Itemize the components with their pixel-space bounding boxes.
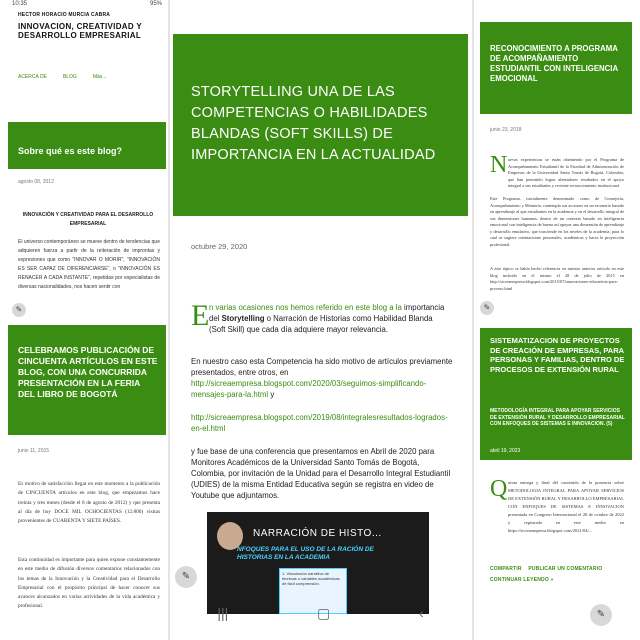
paragraph-text: y <box>270 390 275 399</box>
video-subtitle: NFOQUES PARA EL USO DE LA RACIÓN DE HISTORIAS EN LA ACADEMIA <box>237 546 374 561</box>
nav-blog[interactable]: BLOG <box>62 74 77 80</box>
share-link <box>490 566 602 572</box>
post-subtitle: METODOLOGÍA INTEGRAL PARA APOYAR SERVICIOS DE EXTENSIÓN RURAL Y DESARROLLO EMPRESARIAL CON ENFOQUES DE SISTEMAS E INNOVACION. (5) <box>490 408 625 427</box>
home-icon[interactable]: ▢ <box>317 604 331 621</box>
post-date: agosto 08, 2012 <box>18 179 54 185</box>
intro-accent: n varias ocasiones nos hemos referido en este blog a la <box>209 303 402 312</box>
post-date: octubre 29, 2020 <box>191 242 248 251</box>
post-title-box <box>173 34 468 216</box>
post-title-box[interactable] <box>8 122 166 169</box>
blog-author: HECTOR HORACIO MURCIA CABRA <box>18 12 111 18</box>
edit-fab[interactable] <box>480 301 494 315</box>
android-nav-bar <box>173 598 468 628</box>
status-bar <box>8 0 166 12</box>
post-excerpt: Este Programa, inicialmente denominado como de Consejería, Acompañamiento y Mentoría, contempla sus acciones en un escenario basado en aprendizaje al que estudiantes en la academia y en el desarrollo integral de sus dimensiones humanas, dentro de un contexto basado en inteligencia emocional con inteligencia de buena así apoyar una dimensión de aprendizaje y desarrollo emulativo, que trasciende en los niveles de la academia, para lo cual se sugiere orientaciones personales, académicas y hacia la proyección profesional. <box>490 196 624 247</box>
pencil-icon: ✎ <box>483 303 491 312</box>
post-excerpt: Es motivo de satisfacción llegar en este momento a la publicación de CINCUENTA artículos en este blog, que empezamos hace treinta y tres meses (desde el 8 de agosto de 2012) y que presenta al día de hoy DOCE MIL OCHOCIENTAS (12.800) visitas provenientes de CUARENTA Y SIETE PAÍSES. <box>18 481 160 525</box>
continue-reading-link[interactable]: CONTINUAR LEYENDO » <box>490 577 554 583</box>
drop-cap: E <box>191 299 210 332</box>
post-title[interactable]: RECONOCIMIENTO A PROGRAMA DE ACOMPAÑAMIENTO ESTUDIANTIL CON INTELIGENCIA EMOCIONAL <box>490 44 618 83</box>
drop-cap: Q <box>490 476 508 502</box>
post-excerpt: uevas experiencias se están obteniendo por el Programa de Acompañamiento Estudiantil de la Facultad de Administración de Empresas de la Universidad Santo Tomás de Bogotá, Colombia, que han permitido lograr alentadores resultados en el apoyo integral a sus estudiantes y reciente reconocimiento institucional. <box>508 157 624 188</box>
pencil-icon: ✎ <box>15 305 23 314</box>
drop-cap: N <box>490 152 508 178</box>
left-screenshot <box>8 0 166 640</box>
blog-name[interactable]: INNOVACION, CREATIVIDAD Y DESARROLLO EMPRESARIAL <box>18 22 142 40</box>
right-screenshot <box>480 0 632 640</box>
article-link[interactable]: http://sicreaempresa.blogspot.com/2019/08/integralesresultados-logrados-en-el.html <box>191 413 448 433</box>
pencil-icon: ✎ <box>596 609 606 620</box>
comment-button[interactable]: PUBLICAR UN COMENTARIO <box>528 566 603 572</box>
post-title-box[interactable] <box>480 328 632 460</box>
post-title-box[interactable] <box>480 22 632 114</box>
post-title[interactable]: Sobre qué es este blog? <box>18 146 123 156</box>
post-excerpt: Esta continuidad es importante para quien expone constantemente en este medio de difusión diversos comentarios relacionados con los temas de la Innovación y la Creatividad para el Desarrollo Empresarial con el propósito principal de hacer conocer sus avances alcanzados en varias actividades de la vida académica y profesional. <box>18 557 160 610</box>
post-title[interactable]: SISTEMATIZACION DE PROYECTOS DE CREACIÓN DE EMPRESAS, PARA PERSONAS Y FAMILIAS, DENTRO DE PROCESOS DE EXTENSIÓN RURAL <box>490 336 625 374</box>
status-battery: 95% <box>149 1 162 7</box>
edit-fab[interactable] <box>590 604 612 626</box>
divider <box>472 0 474 640</box>
edit-fab[interactable] <box>12 303 26 317</box>
video-title[interactable]: NARRACIÓN DE HISTO... <box>253 528 382 539</box>
post-excerpt: A este tópico se había hecho referencia en nuestro anterior artículo en este blog incluido en el mismo el 28 de julio de 2015 en http://sicreaempresa.blogspot.com/2015/07/innovaciones-educativas-para-proceso.html <box>490 266 624 291</box>
article-link[interactable]: http://sicreaempresa.blogspot.com/2020/03/seguimos-simplificando-mensajes-para-la.html <box>191 379 427 399</box>
post-excerpt: uinta entrega y final del contenido de la ponencia sobre METODOLOGIA INTEGRAL PARA APOYAR SERVICIOS DE EXTENSIÓN RURAL Y DESARROLLO EMPRESARIAL CON ENFOQUES DE SISTEMAS E INNOVACION presentada en Congreso Internacional el 28 de octubre de 2022 y registrada en este medio en https://sicreaempresa.blogspot.com/2021/04/... <box>508 480 624 533</box>
post-title-box[interactable] <box>8 325 166 435</box>
post-paragraph <box>191 356 453 400</box>
post-excerpt: El universo contemporáneo se mueve dentro de tendencias que adquieren fuerza a partir de la reiteración de improntas y expresiones que como "INNOVAR O MORIR", "INNOVACIÓN ES SER CAPAZ DE DIFERENCIARSE", o "INNOVACIÓN ES RENACER A CADA INSTANTE", repetidas por especialistas de diversas nacionalidades, nos hacen sentir con <box>18 239 160 290</box>
video-slide-box: 1. Vinculación narrativa de técnicas o variables académicas de fácil comprensión. <box>279 568 347 614</box>
intro-text: importancia del <box>209 303 445 323</box>
post-paragraph <box>191 412 453 434</box>
center-screenshot <box>173 0 468 640</box>
post-intro <box>209 302 451 335</box>
edit-fab[interactable] <box>175 566 197 588</box>
blog-nav <box>18 74 158 80</box>
pencil-icon: ✎ <box>181 571 191 582</box>
post-heading: INNOVACIÓN Y CREATIVIDAD PARA EL DESARROLLO EMPRESARIAL <box>22 212 154 227</box>
back-icon[interactable]: ‹ <box>418 605 424 621</box>
post-title[interactable]: CELEBRAMOS PUBLICACIÓN DE CINCUENTA ARTÍCULOS EN ESTE BLOG, CON UNA CONCURRIDA PRESENTACIÓN EN LA FERIA DEL LIBRO DE BOGOTÁ <box>18 345 158 399</box>
post-title: STORYTELLING UNA DE LAS COMPETENCIAS O HABILIDADES BLANDAS (SOFT SKILLS) DE IMPORTANCIA EN LA ACTUALIDAD <box>191 84 436 163</box>
recent-apps-icon[interactable]: ||| <box>217 605 229 621</box>
nav-more[interactable]: Más... <box>92 74 107 80</box>
share-button[interactable]: COMPARTIR <box>490 566 522 572</box>
intro-bold: Storytelling <box>221 314 265 323</box>
post-date: abril 19, 2023 <box>490 448 521 454</box>
intro-text: o Narración de Historias como Habilidad Blanda (Soft Skill) que cada día adquiere mayor relevancia. <box>209 314 433 334</box>
nav-about[interactable]: ACERCA DE <box>18 74 47 80</box>
post-paragraph: y fue base de una conferencia que presentamos en Abril de 2020 para Monitores Académicos de la Universidad Santo Tomás de Bogotá, Colombia, por invitación de la Unidad para el Desarrollo Integral Estudiantil (UDIES) de la misma Entidad Educativa según se registra en video de Youtube que adjuntamos. <box>191 447 451 500</box>
divider <box>168 0 170 640</box>
post-date: junio 11, 2015 <box>18 448 50 454</box>
status-time: 10:35 <box>12 1 28 7</box>
post-date: junio 23, 2018 <box>490 127 522 133</box>
paragraph-text: En nuestro caso esta Competencia ha sido motivo de artículos previamente presentados, entre otros, en <box>191 357 453 377</box>
